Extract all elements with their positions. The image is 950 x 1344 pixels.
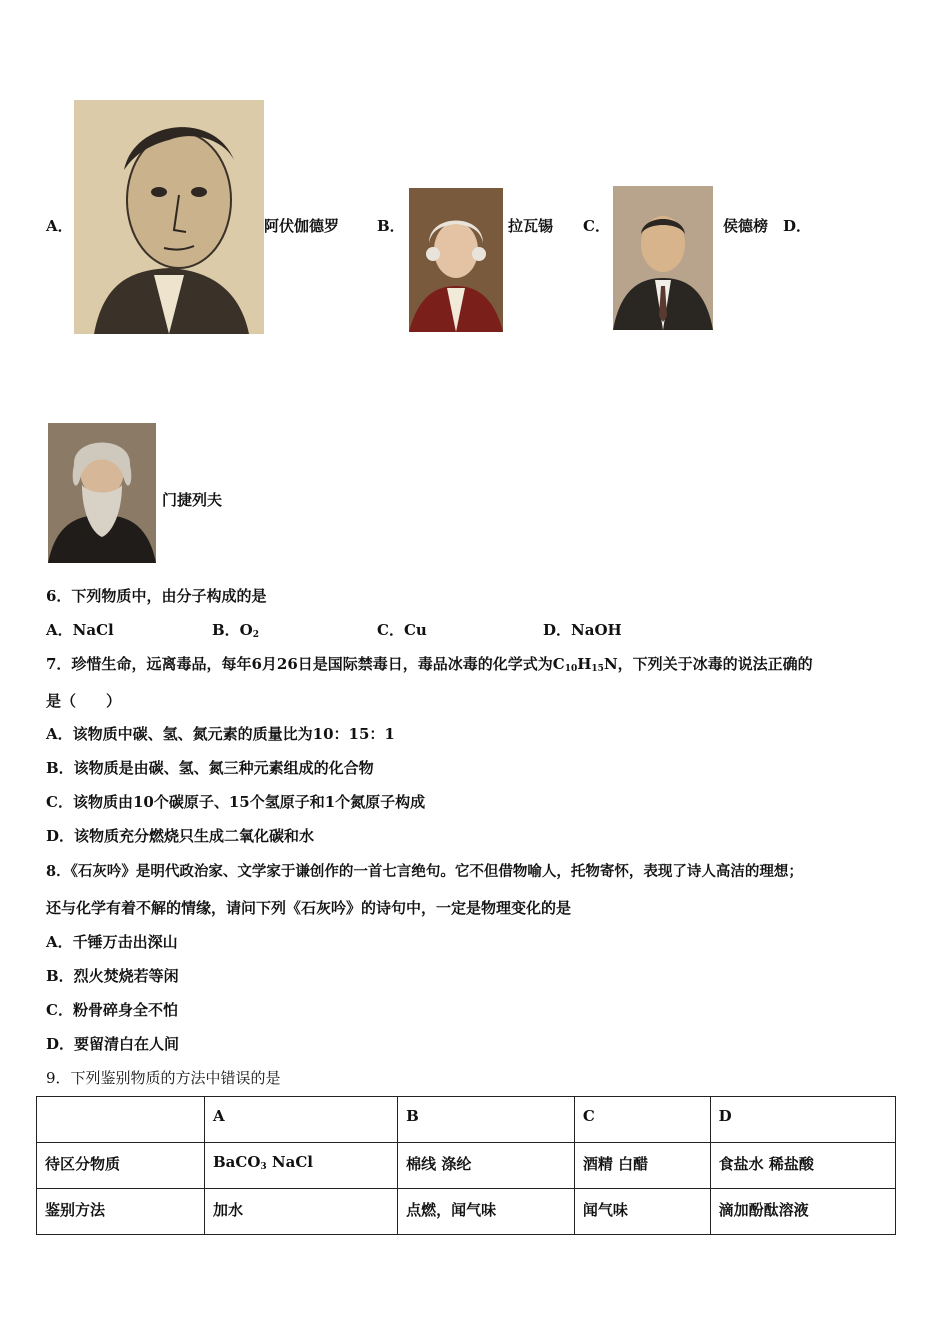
option-d-letter: D． <box>783 217 812 235</box>
table-cell: 闻气味 <box>574 1189 710 1235</box>
row-label: 待区分物质 <box>37 1143 205 1189</box>
table-cell: 滴加酚酞溶液 <box>710 1189 895 1235</box>
q8-stem-line2: 还与化学有着不解的情缘，请问下列《石灰吟》的诗句中，一定是物理变化的是 <box>46 899 572 917</box>
table-header-row <box>37 1097 896 1143</box>
q8-stem-line1: 8．《石灰吟》是明代政治家、文学家于谦创作的一首七言绝句。它不但借物喻人，托物寄怀，表现了诗人高洁的理想； <box>46 863 803 880</box>
table-header-cell: B <box>398 1097 575 1143</box>
q7-option-a: A．该物质中碳、氢、氮元素的质量比为10：15：1 <box>46 725 395 743</box>
q8-option-b: B．烈火焚烧若等闲 <box>46 967 179 985</box>
row-label: 鉴别方法 <box>37 1189 205 1235</box>
table-row <box>37 1143 896 1189</box>
mendeleev-portrait <box>48 423 156 563</box>
q8-option-c: C．粉骨碎身全不怕 <box>46 1001 178 1019</box>
option-c-letter: C． <box>583 217 610 235</box>
table-header-cell: D <box>710 1097 895 1143</box>
table-cell: 棉线 涤纶 <box>398 1143 575 1189</box>
q6-option-d: D．NaOH <box>543 621 622 639</box>
q7-option-c: C．该物质由10个碳原子、15个氢原子和1个氮原子构成 <box>46 793 426 811</box>
table-cell: 点燃，闻气味 <box>398 1189 575 1235</box>
q8-option-d: D．要留清白在人间 <box>46 1035 180 1053</box>
option-b-letter: B． <box>377 217 405 235</box>
q6-option-a: A．NaCl <box>46 621 114 639</box>
q8-option-a: A．千锤万击出深山 <box>46 933 178 951</box>
table-header-cell: C <box>574 1097 710 1143</box>
table-row <box>37 1189 896 1235</box>
q9-stem: 9．下列鉴别物质的方法中错误的是 <box>46 1069 281 1087</box>
q6-stem: 6．下列物质中，由分子构成的是 <box>46 587 267 605</box>
option-b-name: 拉瓦锡 <box>508 217 554 235</box>
q6-option-b: B．$O_2$ <box>212 621 260 640</box>
option-c-name: 侯德榜 <box>723 217 769 235</box>
option-d-name: 门捷列夫 <box>162 491 223 509</box>
q7-option-b: B．该物质是由碳、氢、氮三种元素组成的化合物 <box>46 759 374 777</box>
table-cell: 食盐水 稀盐酸 <box>710 1143 895 1189</box>
q7-stem-line2: 是（ ） <box>46 692 122 710</box>
option-a-letter: A． <box>46 217 73 235</box>
avogadro-portrait <box>74 100 264 334</box>
table-cell: 加水 <box>205 1189 398 1235</box>
hou-debang-portrait <box>613 186 713 330</box>
lavoisier-portrait <box>409 188 503 332</box>
q7-option-d: D．该物质充分燃烧只生成二氧化碳和水 <box>46 827 315 845</box>
q6-option-c: C．Cu <box>377 621 427 639</box>
table-header-cell: A <box>205 1097 398 1143</box>
q9-table <box>36 1096 896 1235</box>
table-cell: 酒精 白醋 <box>574 1143 710 1189</box>
table-header-cell <box>37 1097 205 1143</box>
q7-stem-line1: 7．珍惜生命，远离毒品，每年6月26日是国际禁毒日，毒品冰毒的化学式为$C_{10}H_{15}N$，下列关于冰毒的说法正确的 <box>46 655 813 674</box>
table-cell: BaCO$_3$ NaCl <box>205 1143 398 1189</box>
option-a-name: 阿伏伽德罗 <box>264 217 340 235</box>
